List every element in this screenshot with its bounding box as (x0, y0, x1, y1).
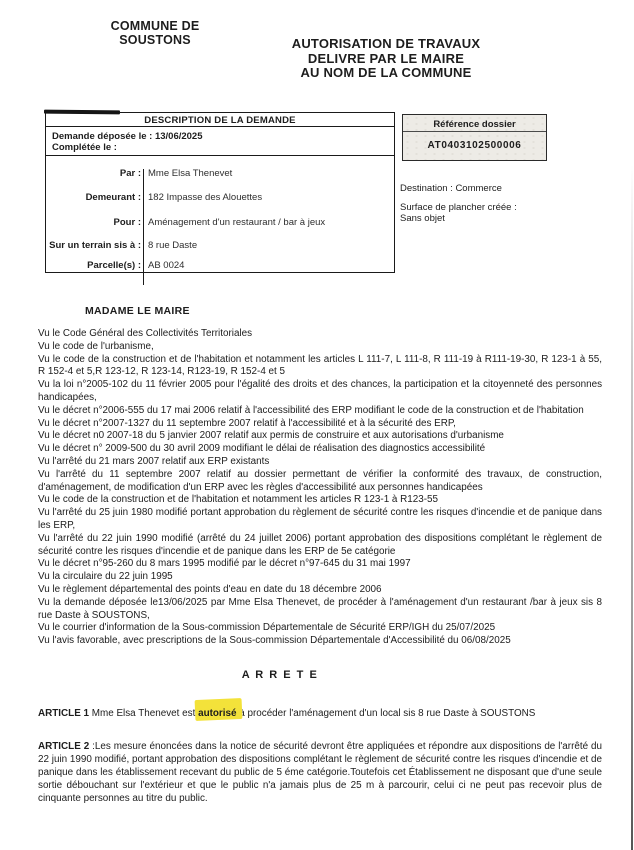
demande-fields (46, 169, 394, 285)
title-line-2: DELIVRE PAR LE MAIRE (307, 50, 465, 66)
article-2 (38, 741, 602, 806)
visa-line: Vu le décret n°2007-1327 du 11 septembre 2007 relatif à l'accessibilité et à la sécurité des ERP, (38, 417, 456, 429)
visa-line: Vu le décret n0 2007-18 du 5 janvier 2007 relatif aux permis de construire et aux autorisations d'urbanisme (38, 430, 504, 442)
field-label: Sur un terrain sis à : (49, 240, 141, 251)
highlighted-word: autorisé (198, 708, 237, 719)
field-row-par (46, 169, 394, 179)
visa-line: Vu la loi n°2005-102 du 11 février 2005 pour l'égalité des droits et des chances, la participation et la citoyenneté des personnes handicapées, (38, 379, 602, 403)
article-1-label: ARTICLE 1 (38, 708, 90, 719)
field-label: Demeurant : (85, 192, 141, 203)
visa-line: Vu le code de la construction et de l'habitation et notamment les articles R 123-1 à R123-55 (38, 494, 439, 506)
article-2-label: ARTICLE 2 (38, 741, 90, 752)
field-row-demeurant (46, 193, 394, 203)
visa-line: Vu le Code Général des Collectivités Territoriales (38, 328, 253, 339)
title-line-3: AU NOM DE LA COMMUNE (300, 65, 472, 80)
visa-line: Vu la circulaire du 22 juin 1995 (38, 571, 173, 583)
visa-line: Vu le règlement départemental des points d'eau en date du 18 décembre 2006 (38, 583, 382, 595)
visa-line: Vu la demande déposée le13/06/2025 par Mme Elsa Thenevet, de procéder à l'aménagement d'un restaurant /bar à jeux sis 8 rue Daste à SOUSTONS, (38, 596, 602, 621)
form-divider-line (143, 169, 144, 285)
reference-box (402, 114, 547, 161)
scan-artifact-page-edge (631, 165, 633, 850)
surface-block (400, 203, 517, 224)
field-label: Pour : (113, 217, 141, 228)
visa-line: Vu le décret n°95-260 du 8 mars 1995 modifié par le décret n°97-645 du 31 mai 1997 (38, 558, 411, 570)
visa-line: Vu le courrier d'information de la Sous-commission Départementale de Sécurité ERP/IGH du 25/07/2025 (38, 622, 496, 634)
salutation: MADAME LE MAIRE (85, 305, 190, 317)
visa-line: Vu l'avis favorable, avec prescriptions de la Sous-commission Départementale d'Accessibilité du 06/08/2025 (38, 635, 511, 647)
demande-dates (46, 127, 394, 156)
surface-value: Sans objet (400, 212, 445, 224)
demande-deposee: Demande déposée le : 13/06/2025 (52, 131, 203, 142)
document-title (255, 37, 517, 81)
article-1 (38, 708, 618, 721)
arrete-heading: A R R E T E (241, 669, 319, 681)
field-label: Parcelle(s) : (87, 260, 141, 271)
commune-line-2: SOUSTONS (119, 33, 191, 47)
field-value: 182 Impasse des Alouettes (148, 192, 263, 203)
scan-artifact-thick-border (44, 110, 120, 115)
visa-list (38, 328, 602, 648)
visa-line: Vu le décret n° 2009-500 du 30 avril 2009 modifiant le délai de réalisation des diagnostics accessibilité (38, 443, 486, 455)
destination-line: Destination : Commerce (400, 183, 502, 194)
article-1-text-after: à procéder l'aménagement d'un local sis 8 rue Daste à SOUSTONS (236, 708, 536, 719)
visa-line: Vu l'arrêté du 21 mars 2007 relatif aux ERP existants (38, 455, 270, 467)
visa-line: Vu l'arrêté du 25 juin 1980 modifié portant approbation du règlement de sécurité contre les risques d'incendie et de panique dans les ERP, (38, 507, 602, 531)
demande-box-title: DESCRIPTION DE LA DEMANDE (46, 113, 394, 127)
visa-line: Vu l'arrêté du 11 septembre 2007 relatif au dossier permettant de vérifier la conformité des travaux, de construction, d'aménagement, de modification d'un ERP avec les règles d'accessibilité aux personnes handicapées (38, 468, 602, 493)
surface-label: Surface de plancher créée : (400, 202, 517, 213)
demande-completee: Complétée le : (52, 142, 117, 153)
field-value: AB 0024 (148, 260, 185, 271)
visa-line: Vu l'arrêté du 22 juin 1990 modifié (arrêté du 24 juillet 2006) portant approbation des dispositions complétant le règlement de sécurité contre les risques d'incendie et de panique dans les ERP de 5e catégorie (38, 532, 602, 557)
field-value: Aménagement d'un restaurant / bar à jeux (148, 217, 326, 228)
field-label: Par : (119, 168, 141, 179)
field-value: 8 rue Daste (148, 240, 198, 251)
field-row-terrain (46, 241, 394, 251)
visa-line: Vu le décret n°2006-555 du 17 mai 2006 relatif à l'accessibilité des ERP modifiant le code de la construction et de l'habitation (38, 404, 584, 416)
demande-box (45, 112, 395, 273)
field-row-parcelle (46, 261, 394, 271)
visa-line: Vu le code de la construction et de l'habitation et notamment les articles L 111-7, L 111-8, R 111-19 à R111-19-30, R 123-1 à 55, R 152-4 et 5,R 123-12, R 123-14, R123-19, R 152-4 et 5 (38, 353, 602, 378)
article-2-text: :Les mesure énoncées dans la notice de sécurité devront être appliquées et répondre aux dispositions de l'arrêté du 22 juin 1990 modifié, portant approbation des dispositions complétant le règlement de sécurité contre les risques d'incendie et de panique dans les établissement recevant du public de 5 éme catégorie.Toutefois cet Établissement ne disposant que d'une seule sortie débouchant sur l'extérieur et que le public n'a jamais plus de 25 m à parcourir, celui ci ne peut pas recevoir plus de cinquante personnes au titre du public. (38, 741, 602, 804)
field-value: Mme Elsa Thenevet (148, 168, 233, 179)
title-line-1: AUTORISATION DE TRAVAUX (291, 36, 481, 51)
visa-line: Vu le code de l'urbanisme, (38, 340, 154, 352)
reference-box-title: Référence dossier (403, 115, 546, 132)
reference-number: AT0403102500006 (427, 140, 522, 151)
field-row-pour (46, 218, 394, 228)
commune-header (85, 19, 225, 47)
article-1-text-before: Mme Elsa Thenevet est (89, 708, 199, 719)
commune-line-1: COMMUNE DE (110, 19, 200, 33)
